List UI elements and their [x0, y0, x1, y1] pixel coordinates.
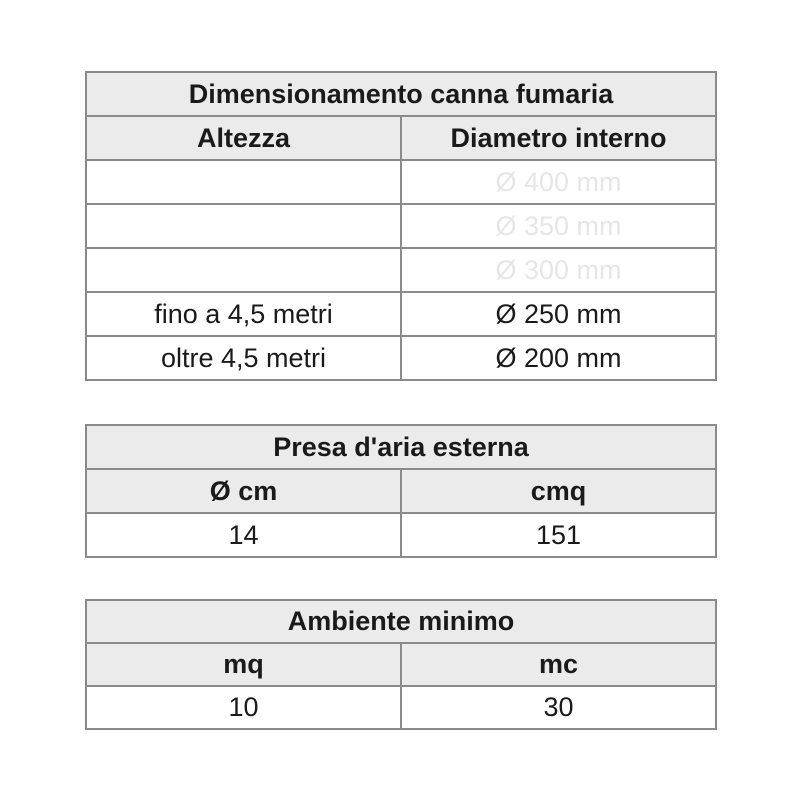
table-header-row: [86, 469, 716, 513]
header-mq: mq: [86, 643, 401, 686]
table-row: [86, 513, 716, 557]
table-row: [86, 686, 716, 729]
minimum-room-table: [85, 599, 717, 730]
table-row: [86, 336, 716, 380]
table-header-row: [86, 643, 716, 686]
cell-diametro: Ø 400 mm: [401, 160, 716, 204]
chimney-sizing-table: [85, 71, 717, 381]
table-row: [86, 204, 716, 248]
cell-altezza: fino a 4,5 metri: [86, 292, 401, 336]
table-row: [86, 248, 716, 292]
header-mc: mc: [401, 643, 716, 686]
table-title-row: [86, 72, 716, 116]
table-title-row: [86, 600, 716, 643]
header-diametro-interno: Diametro interno: [401, 116, 716, 160]
air-intake-table: [85, 424, 717, 558]
table-row: [86, 160, 716, 204]
table-header-row: [86, 116, 716, 160]
cell-diameter-cm: 14: [86, 513, 401, 557]
cell-altezza: [86, 160, 401, 204]
cell-diametro: Ø 350 mm: [401, 204, 716, 248]
cell-diametro: Ø 250 mm: [401, 292, 716, 336]
cell-cmq: 151: [401, 513, 716, 557]
air-intake-title: Presa d'aria esterna: [86, 425, 716, 469]
header-diameter-cm: Ø cm: [86, 469, 401, 513]
table-title-row: [86, 425, 716, 469]
table-row: [86, 292, 716, 336]
cell-mc: 30: [401, 686, 716, 729]
cell-mq: 10: [86, 686, 401, 729]
cell-diametro: Ø 200 mm: [401, 336, 716, 380]
cell-altezza: oltre 4,5 metri: [86, 336, 401, 380]
cell-altezza: [86, 248, 401, 292]
cell-altezza: [86, 204, 401, 248]
header-cmq: cmq: [401, 469, 716, 513]
cell-diametro: Ø 300 mm: [401, 248, 716, 292]
chimney-sizing-title: Dimensionamento canna fumaria: [86, 72, 716, 116]
minimum-room-title: Ambiente minimo: [86, 600, 716, 643]
header-altezza: Altezza: [86, 116, 401, 160]
